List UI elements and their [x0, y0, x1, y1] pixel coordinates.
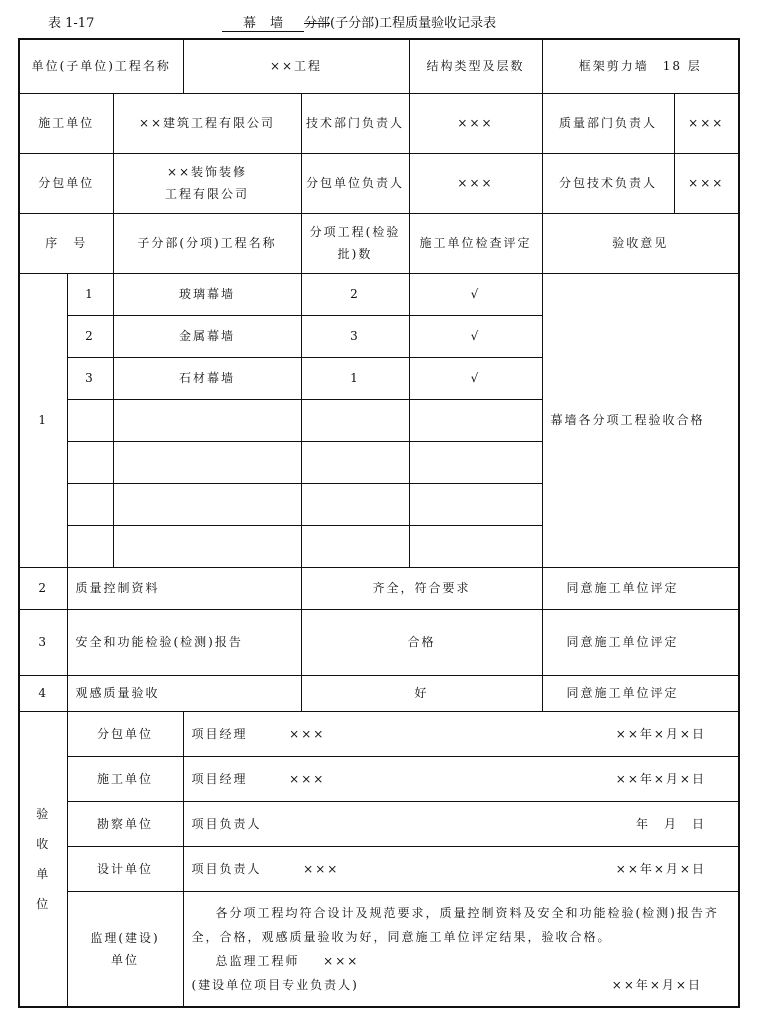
project-name: ××工程 [183, 39, 409, 93]
item-check: √ [409, 315, 542, 357]
group1-opinion: 幕墙各分项工程验收合格 [542, 273, 739, 567]
item-count: 2 [301, 273, 409, 315]
item-count: 3 [301, 315, 409, 357]
sub-tech-label: 分包技术负责人 [542, 153, 674, 213]
item-name: 金属幕墙 [113, 315, 301, 357]
project-name-label: 单位(子单位)工程名称 [19, 39, 183, 93]
row-result: 合格 [301, 609, 542, 675]
row-opinion: 同意施工单位评定 [542, 675, 739, 711]
table-row [19, 273, 739, 315]
sign-person: ××× [289, 771, 326, 786]
row-opinion: 同意施工单位评定 [542, 567, 739, 609]
structure-value: 框架剪力墙 18 层 [542, 39, 739, 93]
col-check: 施工单位检查评定 [409, 213, 542, 273]
row-no: 3 [19, 609, 67, 675]
col-name: 子分部(分项)工程名称 [113, 213, 301, 273]
supervisor-date: ××年×月×日 [611, 977, 702, 992]
sign-role: 项目经理 [191, 726, 248, 741]
item-check: √ [409, 357, 542, 399]
sub-value-line2: 工程有限公司 [164, 187, 249, 201]
quality-head-label: 质量部门负责人 [542, 93, 674, 153]
sign-date: ××年×月×日 [615, 771, 706, 786]
tech-head-label: 技术部门负责人 [301, 93, 409, 153]
table-row [19, 609, 739, 675]
col-opinion: 验收意见 [542, 213, 739, 273]
row-no: 4 [19, 675, 67, 711]
row-result: 好 [301, 675, 542, 711]
supervisor-unit: 监理(建设) 单位 [67, 891, 183, 1007]
sign-person: ××× [289, 726, 326, 741]
sign-row [19, 801, 739, 846]
item-name: 石材幕墙 [113, 357, 301, 399]
sign-cell [183, 801, 739, 846]
title-blank: 幕墙 [222, 12, 304, 32]
contractor-label: 施工单位 [19, 93, 113, 153]
supervisor-text: 各分项工程均符合设计及规范要求，质量控制资料及安全和功能检验(检测)报告齐全，合格，观感质量验收为好，同意施工单位评定结果，验收合格。 [191, 905, 719, 944]
structure-label: 结构类型及层数 [409, 39, 542, 93]
title-rest: (子分部)工程质量验收记录表 [330, 16, 497, 31]
sign-person: ××× [303, 861, 340, 876]
sign-role: 项目经理 [191, 771, 248, 786]
item-no: 2 [67, 315, 113, 357]
contractor-value: ××建筑工程有限公司 [113, 93, 301, 153]
row-label: 质量控制资料 [67, 567, 301, 609]
item-check: √ [409, 273, 542, 315]
item-name: 玻璃幕墙 [113, 273, 301, 315]
sub-value [113, 153, 301, 213]
sub-tech-value: ××× [674, 153, 739, 213]
row-opinion: 同意施工单位评定 [542, 609, 739, 675]
item-no: 1 [67, 273, 113, 315]
chief-name: ××× [323, 953, 360, 968]
sign-date: 年 月 日 [635, 816, 706, 831]
table-row [19, 567, 739, 609]
sign-row [19, 711, 739, 756]
sign-unit: 分包单位 [67, 711, 183, 756]
sign-unit: 施工单位 [67, 756, 183, 801]
row-label: 安全和功能检验(检测)报告 [67, 609, 301, 675]
row-no: 2 [19, 567, 67, 609]
table-row [19, 675, 739, 711]
sign-role: 项目负责人 [191, 816, 262, 831]
supervisor-cell [183, 891, 739, 1007]
title-struck-word: 分部 [304, 16, 331, 31]
sign-date: ××年×月×日 [615, 726, 706, 741]
sign-row [19, 846, 739, 891]
sub-head-label: 分包单位负责人 [301, 153, 409, 213]
sign-date: ××年×月×日 [615, 861, 706, 876]
sub-head-value: ××× [409, 153, 542, 213]
table-number: 表 1-17 [48, 16, 95, 31]
col-seq: 序 号 [19, 213, 113, 273]
tech-head-value: ××× [409, 93, 542, 153]
acceptance-side-label: 验 收 单 位 [19, 711, 67, 1007]
quality-head-value: ××× [674, 93, 739, 153]
row-label: 观感质量验收 [67, 675, 301, 711]
col-count: 分项工程(检验批)数 [301, 213, 409, 273]
sign-unit: 勘察单位 [67, 801, 183, 846]
owner-line [192, 973, 731, 997]
owner-label: (建设单位项目专业负责人) [191, 977, 359, 992]
item-no: 3 [67, 357, 113, 399]
sign-cell [183, 711, 739, 756]
sign-unit: 设计单位 [67, 846, 183, 891]
sub-value-line1: ××装饰装修 [166, 165, 248, 179]
chief-line [192, 949, 731, 973]
form-title [222, 12, 496, 32]
sign-cell [183, 846, 739, 891]
sign-cell [183, 756, 739, 801]
sign-role: 项目负责人 [191, 861, 262, 876]
quality-acceptance-table [18, 38, 740, 1008]
supervisor-row [19, 891, 739, 1007]
row-result: 齐全，符合要求 [301, 567, 542, 609]
group1-no: 1 [19, 273, 67, 567]
chief-label: 总监理工程师 [215, 953, 300, 968]
sign-row [19, 756, 739, 801]
sub-label: 分包单位 [19, 153, 113, 213]
item-count: 1 [301, 357, 409, 399]
